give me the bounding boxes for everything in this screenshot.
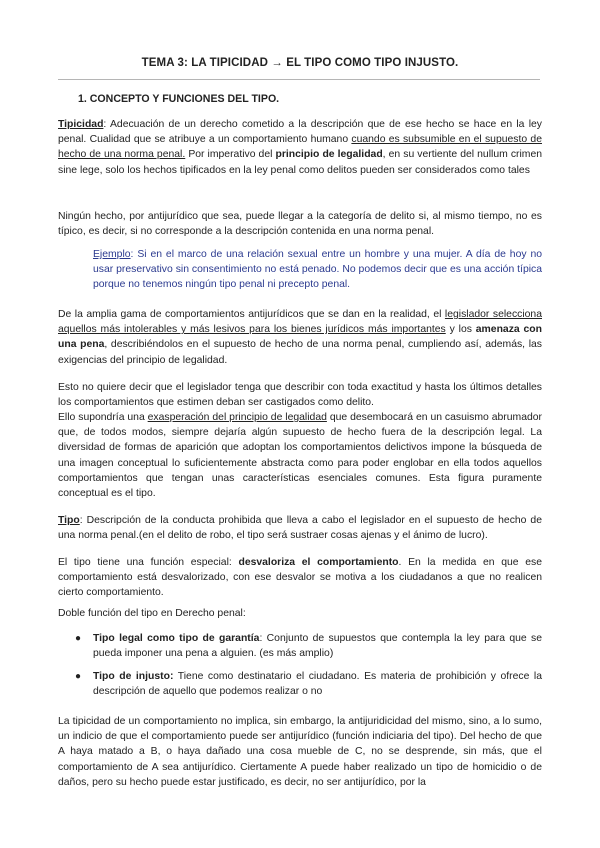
paragraph-exasperacion xyxy=(58,410,542,501)
text-segment: Ello supondría una xyxy=(58,412,148,423)
underlined-segment: exasperación del principio de legalidad xyxy=(147,412,327,423)
text-segment: Por imperativo del xyxy=(185,149,276,161)
term-tipicidad: Tipicidad xyxy=(58,119,104,130)
list-item-label: Tipo legal como tipo de garantía xyxy=(93,633,260,644)
text-segment: , describiéndolos en el supuesto de hecho de una norma penal, cumpliendo así, además, las exigencias del principio de legalidad. xyxy=(58,339,542,366)
section-heading: 1. CONCEPTO Y FUNCIONES DEL TIPO. xyxy=(78,93,280,105)
underlined-segment: legislador selecciona aquellos más intolerables y más lesivos para los bienes jurídicos más importantes xyxy=(58,309,542,336)
list-item-text: Tiene como destinatario el ciudadano. Es materia de prohibición y ofrece la descripción de aquello que podemos realizar o no xyxy=(93,671,542,698)
list-item-injusto xyxy=(93,669,542,699)
list-item-garantia xyxy=(93,631,542,661)
bold-segment: amenaza con una pena xyxy=(58,324,543,351)
text-segment: . En la medida en que ese comportamiento está desvalorizado, con ese desvalor se motiva a los ciudadanos a que no realicen cierto comportamiento. xyxy=(58,557,542,599)
text-segment: , en su vertiente del nullum crimen sine lege, solo los hechos tipificados en la ley penal como delitos pueden ser considerados como tales xyxy=(58,149,543,176)
term-tipo: Tipo xyxy=(58,515,80,526)
example-text: : Si en el marco de una relación sexual entre un hombre y una mujer. A día de hoy no usar preservativo sin consentimiento no está penado. No podemos decir que es una acción típica porque no tenemos ningún tipo penal ni precepto penal. xyxy=(93,249,542,291)
text-segment: que desembocará en un casuismo abrumador que, de todos modos, siempre dejaría algún supuesto de hecho fuera de la descripción legal. La diversidad de formas de aparición que adoptan los comportamientos delictivos impone la búsqueda de una imagen conceptual lo suficientemente abstracta como para poder englobar en ella todos aquellos comportamientos que tengan unas características esenciales comunes. Esta figura puramente conceptual es el tipo. xyxy=(58,412,542,500)
bullet-icon: ● xyxy=(75,633,82,644)
bullet-icon: ● xyxy=(75,671,82,682)
list-item-text: : Conjunto de supuestos que contempla la ley para que se pueda imponer una pena a alguien. (es más amplio) xyxy=(93,633,543,660)
underlined-segment: cuando es subsumible en el supuesto de hecho de una norma penal. xyxy=(58,134,542,161)
text-segment: : Descripción de la conducta prohibida que lleva a cabo el legislador en el supuesto de hecho de una norma penal.(en el delito de robo, el tipo será sustraer cosas ajenas y el ánimo de lucro). xyxy=(58,515,542,542)
paragraph-indicio: La tipicidad de un comportamiento no implica, sin embargo, la antijuridicidad del mismo, sino, a lo sumo, un indicio de que el comportamiento puede ser antijurídico (función indiciaria del tipo). Del hecho de que A haya matado a B, o haya dañado una cosa mueble de C, no se desprende, sin más, que el comportamiento de A sea antijurídico. Ciertamente A puede haber realizado un tipo de homicidio o de daños, pero su hecho puede estar justificado, es decir, no ser antijurídico, por la xyxy=(58,716,542,788)
text-segment: El tipo tiene una función especial: xyxy=(58,557,239,568)
paragraph-legislador xyxy=(58,307,542,368)
paragraph-tipo-definition xyxy=(58,513,542,543)
text-segment: : Adecuación de un derecho cometido a la descripción que de ese hecho se hace en la ley penal. Cualidad que se atribuye a un comportamiento humano xyxy=(58,119,542,146)
text-segment: y los xyxy=(445,324,476,336)
list-item-label: Tipo de injusto: xyxy=(93,671,174,682)
text-segment: De la amplia gama de comportamientos antijurídicos que se dan en la realidad, el xyxy=(58,309,445,320)
paragraph-funcion-especial xyxy=(58,555,542,601)
title-divider xyxy=(58,79,540,80)
bold-segment: principio de legalidad xyxy=(275,149,383,161)
paragraph-doble-funcion: Doble función del tipo en Derecho penal: xyxy=(58,608,246,619)
paragraph-tipicidad xyxy=(58,117,542,178)
example-label: Ejemplo xyxy=(93,249,131,260)
paragraph-ningun-hecho: Ningún hecho, por antijurídico que sea, puede llegar a la categoría de delito si, al mismo tiempo, no es típico, es decir, si no corresponde a la descripción contenida en una norma penal. xyxy=(58,211,542,238)
example-block xyxy=(93,247,542,293)
paragraph-exactitud: Esto no quiere decir que el legislador tenga que describir con toda exactitud y hasta los últimos detalles los comportamientos que estimen deban ser castigados como delito. xyxy=(58,382,542,409)
document-title: TEMA 3: LA TIPICIDAD → EL TIPO COMO TIPO INJUSTO. xyxy=(141,57,459,69)
bold-segment: desvaloriza el comportamiento xyxy=(238,557,399,568)
